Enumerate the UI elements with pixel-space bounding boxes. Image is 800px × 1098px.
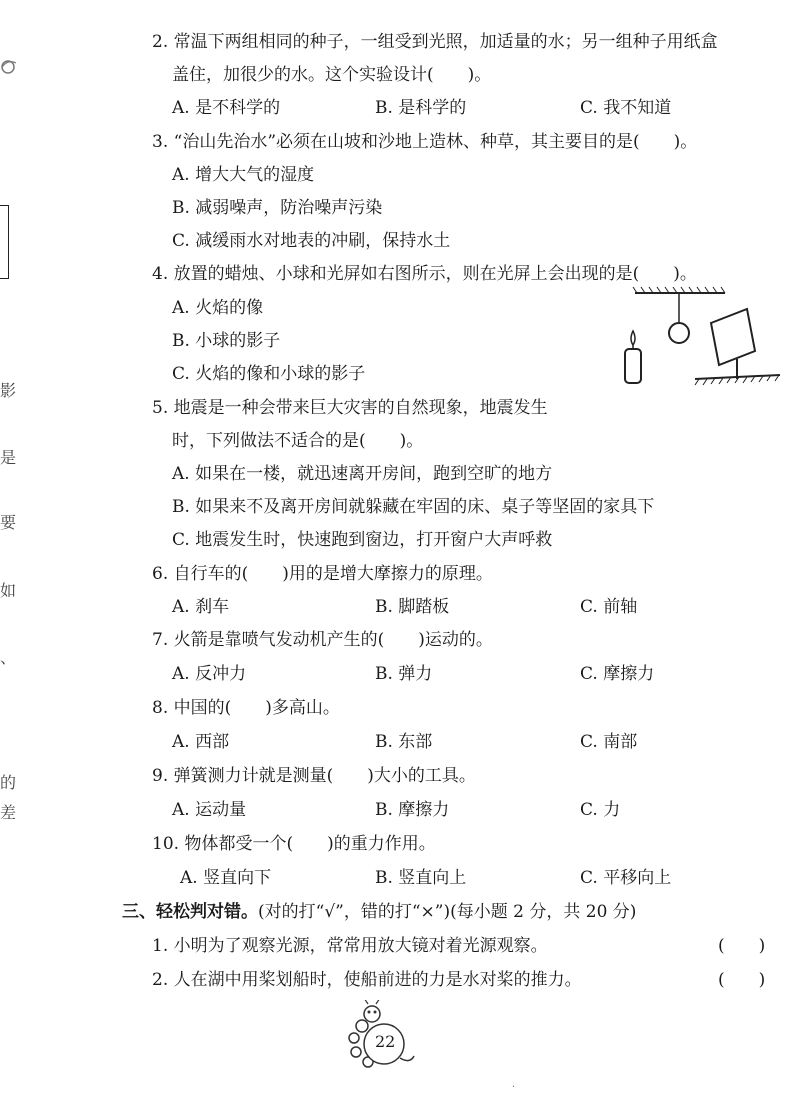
question-9-option-c: C. 力 [580,800,621,820]
question-6-option-c: C. 前轴 [580,597,638,617]
judge-item-1-answer-blank[interactable]: ( ) [718,936,766,956]
judge-item-1-text: 1. 小明为了观察光源，常常用放大镜对着光源观察。 [152,936,548,956]
question-6-text: 6. 自行车的( )用的是增大摩擦力的原理。 [152,564,493,584]
question-6-option-a: A. 刹车 [172,597,230,617]
question-5-text: 5. 地震是一种会带来巨大灾害的自然现象，地震发生 [152,398,548,418]
question-10-option-a: A. 竖直向下 [180,868,272,888]
question-5-option-b: B. 如果来不及离开房间就躲藏在牢固的床、桌子等坚固的家具下 [172,497,655,517]
margin-glyph: 影 [0,381,17,400]
margin-glyph: 差 [0,803,17,822]
question-9-text: 9. 弹簧测力计就是测量( )大小的工具。 [152,766,476,786]
question-4-option-c: C. 火焰的像和小球的影子 [172,364,366,384]
question-2-option-a: A. 是不科学的 [172,98,281,118]
margin-ornament-icon [0,57,20,79]
candle-ball-screen-figure [615,283,785,403]
question-7-option-c: C. 摩擦力 [580,664,655,684]
question-8-option-a: A. 西部 [172,732,230,752]
question-2-text-cont: 盖住，加很少的水。这个实验设计( )。 [172,65,492,85]
margin-glyph: 如 [0,581,17,600]
question-2-option-b: B. 是科学的 [375,98,467,118]
question-2-option-c: C. 我不知道 [580,98,672,118]
question-10-option-b: B. 竖直向上 [375,868,467,888]
question-2-text: 2. 常温下两组相同的种子，一组受到光照，加适量的水；另一组种子用纸盒 [152,32,718,52]
question-5-text-cont: 时，下列做法不适合的是( )。 [172,431,424,451]
question-6-option-b: B. 脚踏板 [375,597,450,617]
question-10-option-c: C. 平移向上 [580,868,672,888]
section-3-heading [122,900,636,924]
question-8-option-c: C. 南部 [580,732,638,752]
question-8-text: 8. 中国的( )多高山。 [152,698,340,718]
margin-glyph: 的 [0,773,17,792]
question-5-option-c: C. 地震发生时，快速跑到窗边，打开窗户大声呼救 [172,530,553,550]
question-7-option-a: A. 反冲力 [172,664,247,684]
question-9-option-b: B. 摩擦力 [375,800,450,820]
judge-item-2-answer-blank[interactable]: ( ) [718,970,766,990]
question-3-option-b: B. 减弱噪声，防治噪声污染 [172,198,383,218]
question-10-text: 10. 物体都受一个( )的重力作用。 [152,834,436,854]
question-7-option-b: B. 弹力 [375,664,433,684]
margin-box-fragment [0,205,9,279]
question-4-text: 4. 放置的蜡烛、小球和光屏如右图所示，则在光屏上会出现的是( )。 [152,264,697,284]
question-4-option-a: A. 火焰的像 [172,298,264,318]
question-3-option-c: C. 减缓雨水对地表的冲刷，保持水土 [172,231,451,251]
margin-glyph: 要 [0,513,17,532]
page-number: 22 [375,1032,396,1051]
question-3-option-a: A. 增大大气的湿度 [172,165,315,185]
question-3-text: 3. “治山先治水”必须在山坡和沙地上造林、种草，其主要目的是( )。 [152,132,698,152]
margin-glyph: 是 [0,448,17,467]
question-7-text: 7. 火箭是靠喷气发动机产生的( )运动的。 [152,630,493,650]
judge-item-2-text: 2. 人在湖中用桨划船时，使船前进的力是水对桨的推力。 [152,970,582,990]
section-3-heading-instructions: (对的打“√”，错的打“×”)(每小题 2 分，共 20 分) [258,902,637,922]
question-8-option-b: B. 东部 [375,732,433,752]
margin-glyph: 、 [0,648,17,667]
question-9-option-a: A. 运动量 [172,800,247,820]
question-5-option-a: A. 如果在一楼，就迅速离开房间，跑到空旷的地方 [172,464,553,484]
section-3-heading-title: 三、轻松判对错。 [122,902,258,922]
question-4-option-b: B. 小球的影子 [172,331,281,351]
scan-dot: · [512,1082,516,1093]
